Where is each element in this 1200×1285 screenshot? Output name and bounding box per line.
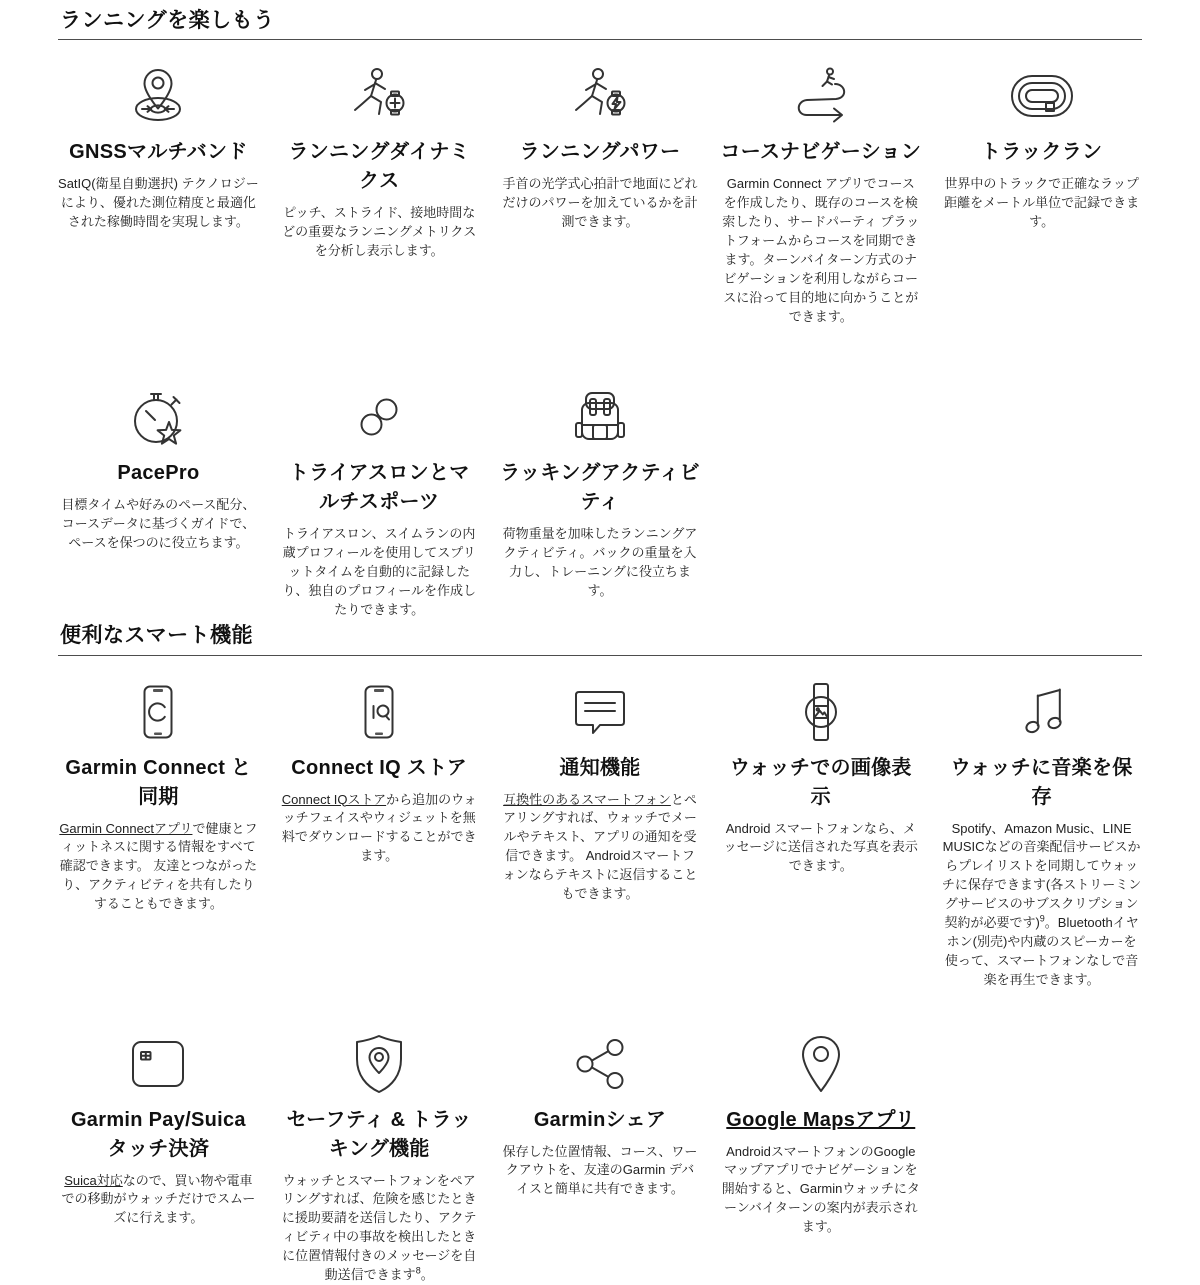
feature-description [941, 175, 1142, 232]
section-1-row-0 [58, 681, 1142, 1008]
feature-card [58, 386, 259, 553]
feature-card [500, 65, 701, 232]
body-text: トライアスロン、スイムランの内蔵プロフィールを使用してスプリットタイムを自動的に記録したり、独自のプロフィールを作成したりできます。 [282, 526, 476, 617]
section-1-row-1 [58, 1033, 1142, 1285]
feature-description [500, 791, 701, 905]
feature-title: ウォッチに音楽を保存 [941, 754, 1142, 812]
feature-title: Garminシェア [500, 1106, 701, 1135]
notification-bubble-icon [500, 681, 701, 743]
feature-description [279, 1172, 480, 1285]
section-0-row-1 [58, 386, 1142, 623]
feature-card [500, 1033, 701, 1200]
section-running [58, 8, 1142, 623]
feature-description [500, 175, 701, 232]
feature-title: 通知機能 [500, 754, 701, 783]
feature-description [58, 820, 259, 915]
body-text: ウォッチとスマートフォンをペアリングすれば、危険を感じたときに援助要請を送信したり、アクティビティ中の事故を検出したときに位置情報付きのメッセージを自動送信できます [282, 1173, 477, 1283]
body-text: 手首の光学式心拍計で地面にどれだけのパワーを加えているかを計測できます。 [502, 176, 697, 229]
feature-description [500, 525, 701, 601]
body-text: 。 [421, 1267, 434, 1282]
map-pin-icon [720, 1033, 921, 1095]
body-text: で健康とフィットネスに関する情報をすべて確認できます。 友達とつながったり、アクティビティを共有したりすることもできます。 [60, 821, 258, 912]
body-text: なので、買い物や電車での移動がウォッチだけでスムーズに行えます。 [61, 1173, 255, 1226]
connect-iq-phone-icon [279, 681, 480, 743]
multisport-links-icon [279, 386, 480, 448]
body-text: 世界中のトラックで正確なラップ距離をメートル単位で記録できます。 [944, 176, 1139, 229]
feature-card [58, 681, 259, 915]
feature-description [58, 496, 259, 553]
body-text: Garmin Connect アプリでコースを作成したり、既存のコースを検索したり、サードパーティ プラットフォームからコースを同期できます。ターンバイターン方式のナビゲーションを利用しながらコースに沿って目的地に向かうことができます。 [722, 176, 919, 324]
feature-title: ラッキングアクティビティ [500, 459, 701, 517]
feature-description [720, 820, 921, 877]
feature-card [279, 681, 480, 867]
feature-card [279, 65, 480, 261]
body-text: Spotify、Amazon Music、LINE MUSICなどの音楽配信サービスからプレイリストを同期してウォッチに保存できます(各ストリーミングサービスのサブスクリプション契約が必要です) [942, 821, 1141, 931]
inline-link[interactable]: Connect IQストア [282, 792, 386, 807]
body-text: とペアリングすれば、ウォッチでメールやテキスト、アプリの通知を受信できます。 Androidスマートフォンならテキストに返信することもできます。 [503, 792, 698, 902]
feature-card [941, 65, 1142, 232]
feature-title: ウォッチでの画像表示 [720, 754, 921, 812]
section-0-row-0 [58, 65, 1142, 361]
footnote-marker: 8 [416, 1266, 421, 1276]
inline-link[interactable]: Suica対応 [64, 1173, 123, 1188]
feature-card [720, 1033, 921, 1238]
inline-link[interactable]: 互換性のあるスマートフォン [503, 792, 671, 807]
body-text: SatIQ(衛星自動選択) テクノロジーにより、優れた測位精度と最適化された稼働時間を実現します。 [58, 176, 259, 229]
course-navigation-icon [720, 65, 921, 127]
footnote-marker: 9 [1040, 914, 1045, 924]
feature-title: コースナビゲーション [720, 138, 921, 167]
feature-title: トラックラン [941, 138, 1142, 167]
feature-title: Connect IQ ストア [279, 754, 480, 783]
feature-title: GNSSマルチバンド [58, 138, 259, 167]
feature-title: Garmin Connect と同期 [58, 754, 259, 812]
feature-description [279, 204, 480, 261]
feature-title: PacePro [58, 459, 259, 488]
feature-title: セーフティ & トラッキング機能 [279, 1106, 480, 1164]
feature-card [279, 1033, 480, 1285]
rucking-backpack-icon [500, 386, 701, 448]
section-title: ランニングを楽しもう [58, 8, 1142, 40]
body-text: AndroidスマートフォンのGoogleマップアプリでナビゲーションを開始すると、Garminウォッチにターンバイターンの案内が表示されます。 [722, 1144, 920, 1235]
feature-card [720, 681, 921, 877]
feature-description [279, 791, 480, 867]
feature-description [941, 820, 1142, 991]
safety-shield-icon [279, 1033, 480, 1095]
feature-description [720, 175, 921, 327]
running-power-icon [500, 65, 701, 127]
feature-description [720, 1143, 921, 1238]
section-smart-features [58, 623, 1142, 1285]
body-text: Android スマートフォンなら、メッセージに送信された写真を表示できます。 [724, 821, 918, 874]
gnss-multiband-icon [58, 65, 259, 127]
body-text: 保存した位置情報、コース、ワークアウトを、友達のGarmin デバイスと簡単に共有できます。 [503, 1144, 698, 1197]
track-run-icon [941, 65, 1142, 127]
running-dynamics-icon [279, 65, 480, 127]
feature-title: Garmin Pay/Suica タッチ決済 [58, 1106, 259, 1164]
inline-link[interactable]: Garmin Connectアプリ [59, 821, 192, 836]
feature-card [500, 681, 701, 905]
body-text: ピッチ、ストライド、接地時間などの重要なランニングメトリクスを分析し表示します。 [282, 205, 476, 258]
feature-card [58, 65, 259, 232]
feature-title: トライアスロンとマルチスポーツ [279, 459, 480, 517]
phone-sync-icon [58, 681, 259, 743]
feature-title: ランニングダイナミクス [279, 138, 480, 196]
feature-description [58, 175, 259, 232]
feature-card [279, 386, 480, 620]
body-text: から追加のウォッチフェイスやウィジェットを無料でダウンロードすることができます。 [282, 792, 477, 864]
feature-title: ランニングパワー [500, 138, 701, 167]
payment-card-icon [58, 1033, 259, 1095]
body-text: 目標タイムや好みのペース配分、コースデータに基づくガイドで、ペースを保つのに役立ちます。 [61, 497, 255, 550]
feature-title-link[interactable]: Google Mapsアプリ [720, 1106, 921, 1135]
feature-card [720, 65, 921, 327]
share-nodes-icon [500, 1033, 701, 1095]
feature-card [941, 681, 1142, 991]
feature-description [500, 1143, 701, 1200]
section-title: 便利なスマート機能 [58, 623, 1142, 655]
feature-description [279, 525, 480, 620]
body-text: 荷物重量を加味したランニングアクティビティ。バックの重量を入力し、トレーニングに役立ちます。 [503, 526, 698, 598]
music-note-icon [941, 681, 1142, 743]
feature-card [58, 1033, 259, 1229]
body-text: 。Bluetoothイヤホン(別売)や内蔵のスピーカーを使って、スマートフォンなしで音楽を再生できます。 [945, 915, 1139, 987]
watch-image-icon [720, 681, 921, 743]
pacepro-stopwatch-icon [58, 386, 259, 448]
feature-card [500, 386, 701, 601]
